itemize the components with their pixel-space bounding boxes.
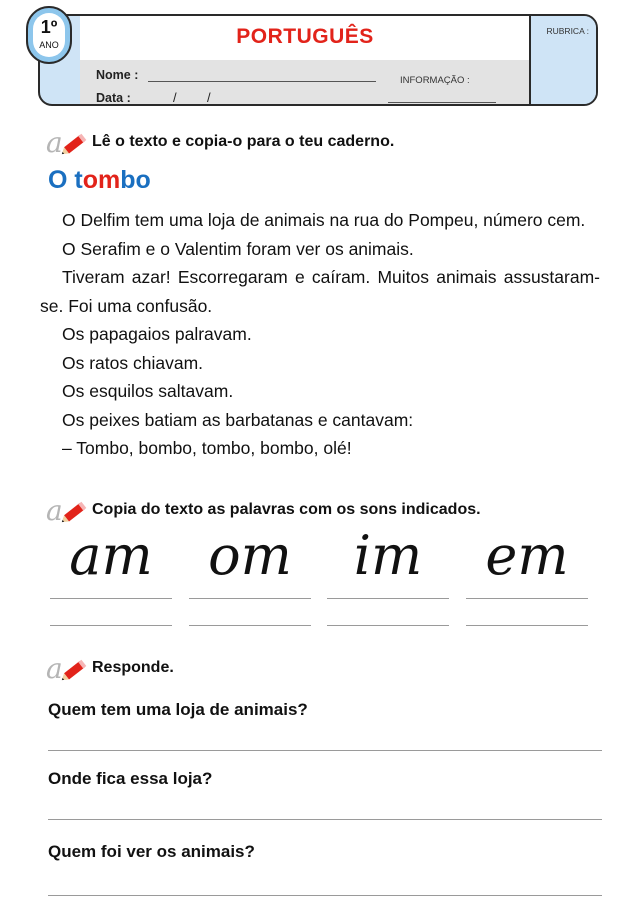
story-paragraph: – Tombo, bombo, tombo, bombo, olé!: [62, 438, 352, 458]
story-paragraph: Tiveram azar! Escorregaram e caíram. Muitos animais assustaram-se. Foi uma confusão.: [40, 267, 600, 316]
writing-line-em[interactable]: [466, 598, 588, 599]
title-band: [80, 16, 530, 61]
svg-text:a: a: [46, 129, 63, 155]
story-paragraph: Os peixes batiam as barbatanas e cantavam:: [62, 409, 414, 430]
subject-title: PORTUGUÊS: [236, 25, 374, 48]
story-text: [40, 206, 600, 463]
answer-line-3[interactable]: [48, 895, 602, 896]
sound-am: am: [69, 524, 153, 587]
question-1: Quem tem uma loja de animais?: [48, 700, 308, 719]
grade-badge: [26, 6, 72, 64]
question-2: Onde fica essa loja?: [48, 769, 213, 788]
info-label: INFORMAÇÃO :: [400, 75, 470, 86]
writing-line-im[interactable]: [327, 598, 449, 599]
writing-line-em[interactable]: [466, 625, 588, 626]
writing-line-am[interactable]: [50, 598, 172, 599]
story-title-start: O t: [48, 166, 83, 194]
story-paragraph: Os papagaios palravam.: [62, 324, 252, 344]
worksheet-header: [38, 14, 598, 106]
story-paragraph: O Serafim e o Valentim foram ver os animais.: [62, 238, 414, 259]
pencil-a-icon: [46, 655, 90, 681]
instruction-3: [46, 655, 174, 681]
story-paragraph: O Delfim tem uma loja de animais na rua do Pompeu, número cem.: [62, 210, 586, 230]
writing-line-am[interactable]: [50, 625, 172, 626]
date-slash: /: [173, 90, 177, 105]
grade-badge-inner: [33, 13, 65, 57]
writing-line-im[interactable]: [327, 625, 449, 626]
name-label: Nome :: [96, 68, 139, 82]
header-box: [38, 14, 598, 106]
name-field[interactable]: [148, 81, 376, 82]
story-title-end: bo: [120, 166, 151, 194]
story-title-highlight: om: [82, 166, 121, 194]
rubrica-label: RUBRICA :: [546, 26, 589, 36]
grade-number: 1º: [40, 17, 58, 37]
date-field[interactable]: [138, 104, 248, 105]
question-3: Quem foi ver os animais?: [48, 842, 255, 861]
pencil-a-icon: [46, 129, 90, 155]
date-label: Data :: [96, 91, 131, 105]
svg-text:a: a: [46, 655, 63, 681]
pencil-a-icon: [46, 497, 90, 523]
instruction-1-text: Lê o texto e copia-o para o teu caderno.: [92, 133, 395, 150]
sound-om: om: [208, 524, 292, 587]
grade-label: ANO: [39, 40, 59, 50]
instruction-2: [46, 497, 481, 523]
sound-im: im: [353, 524, 423, 587]
story-paragraph: Os ratos chiavam.: [62, 352, 204, 373]
instruction-2-text: Copia do texto as palavras com os sons indicados.: [92, 501, 481, 518]
story-paragraph: Os esquilos saltavam.: [62, 381, 234, 401]
instruction-3-text: Responde.: [92, 659, 174, 676]
date-slash: /: [207, 90, 211, 105]
answer-line-1[interactable]: [48, 750, 602, 751]
sound-em: em: [485, 524, 569, 587]
writing-line-om[interactable]: [189, 625, 311, 626]
info-field[interactable]: [388, 102, 496, 103]
writing-line-om[interactable]: [189, 598, 311, 599]
rubrica-box: [529, 15, 597, 106]
story-title: [48, 166, 151, 195]
answer-line-2[interactable]: [48, 819, 602, 820]
instruction-1: [46, 129, 394, 155]
svg-text:a: a: [46, 497, 63, 523]
